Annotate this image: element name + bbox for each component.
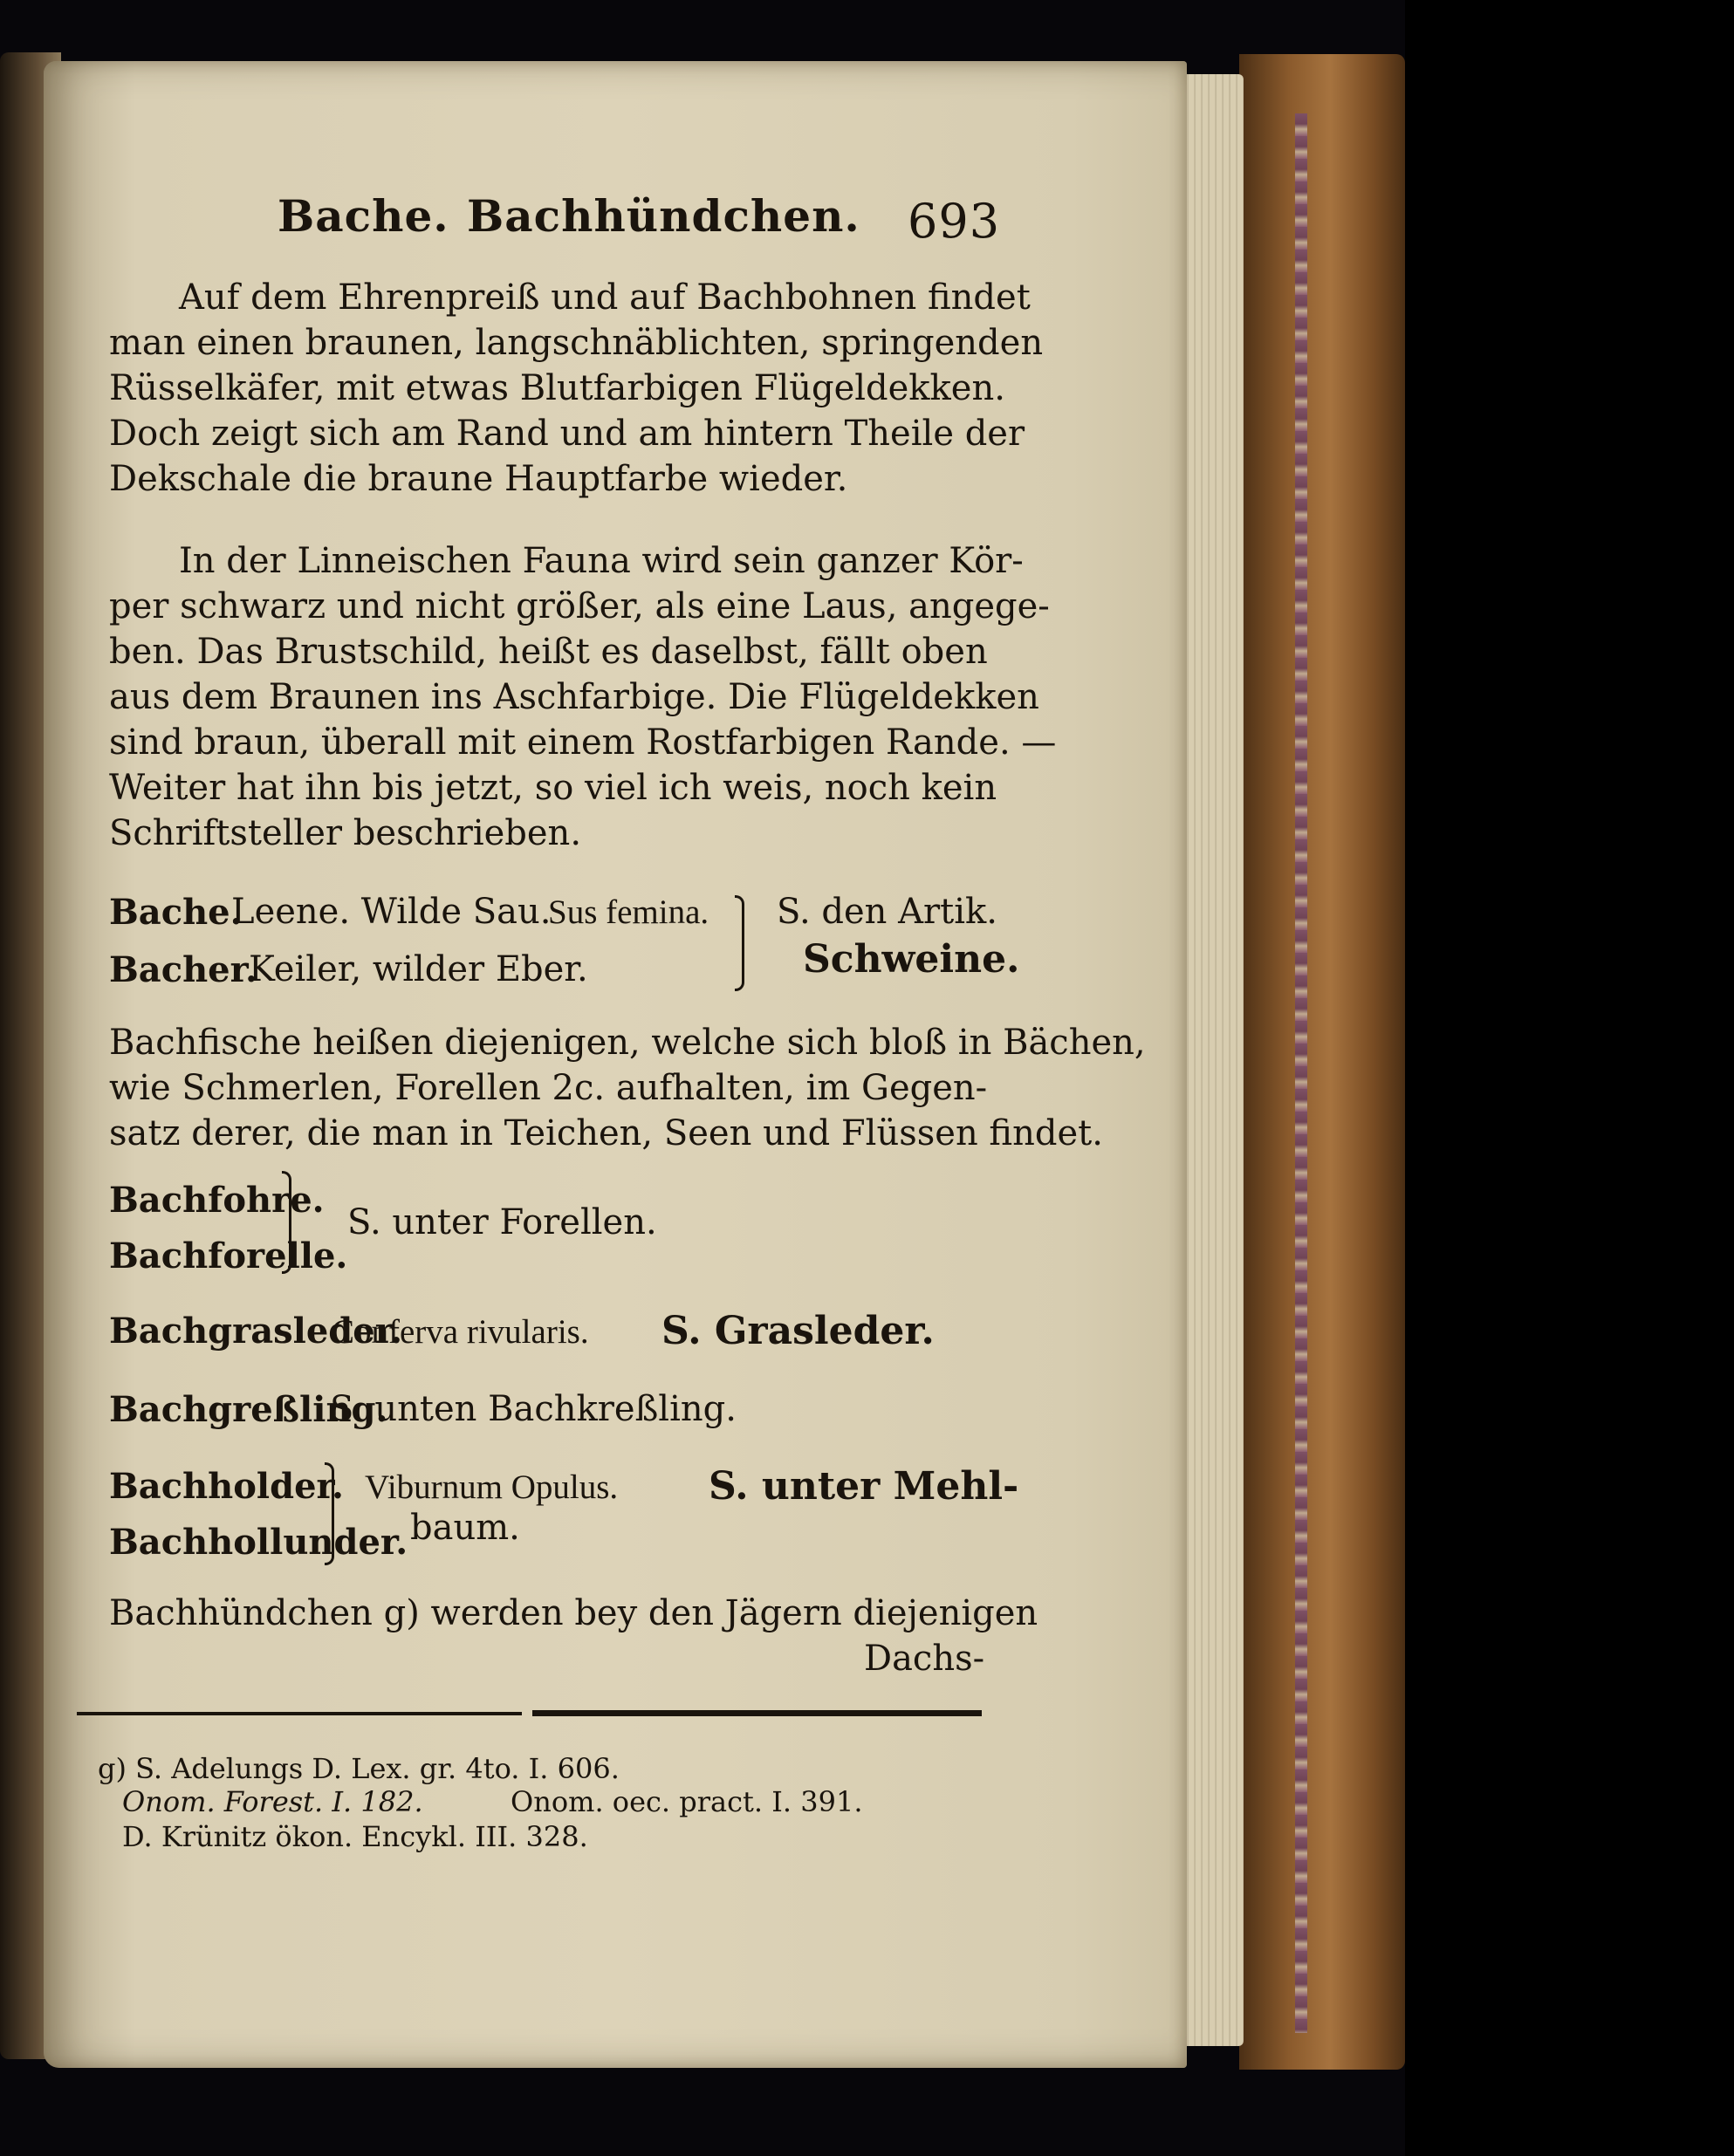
entry-bachholder-head: Bachholder. [109,1466,344,1507]
entry-bachgrasleder-head: Bachgrasleder. [109,1311,403,1352]
running-head-left: Bache. [278,190,449,242]
entry-bachhollunder-head: Bachhollunder. [109,1522,408,1563]
entry-bachgreßling-ref: S. unten Bachkreßling. [330,1389,737,1429]
entry-bachgreßling-head: Bachgreßling. [109,1389,388,1430]
brace-bachfohre [282,1171,291,1274]
p1-line-4: Doch zeigt sich am Rand und am hintern Theile der [109,414,1025,454]
entry-bache-ref-2: Schweine. [803,937,1020,982]
p1-line-2: man einen braunen, langschnäblichten, springenden [109,323,1044,363]
entry-bachhundchen-line-1: Bachhündchen g) werden bey den Jägern diejenigen [109,1593,1038,1633]
entry-bachfische-line-3: satz derer, die man in Teichen, Seen und Flüssen findet. [109,1113,1103,1153]
footnote-line-1: g) S. Adelungs D. Lex. gr. 4to. I. 606. [98,1752,620,1785]
p1-line-1: Auf dem Ehrenpreiß und auf Bachbohnen findet [179,277,1031,318]
p2-line-6: Weiter hat ihn bis jetzt, so viel ich weis, noch kein [109,768,997,808]
p2-line-2: per schwarz und nicht größer, als eine Laus, angege- [109,586,1050,626]
entry-bache-ref-1: S. den Artik. [777,892,997,932]
brace-bachholder [325,1462,334,1565]
brace-bache [735,895,744,991]
p2-line-7: Schriftsteller beschrieben. [109,813,582,853]
entry-bachfische-line-1: Bachfische heißen diejenigen, welche sich bloß in Bächen, [109,1023,1146,1063]
p1-line-3: Rüsselkäfer, mit etwas Blutfarbigen Flügeldekken. [109,368,1005,408]
entry-bachfohre-ref: S. unter Forellen. [347,1202,657,1242]
p2-line-3: ben. Das Brustschild, heißt es daselbst, fällt oben [109,632,988,672]
page-stack [1182,74,1244,2046]
marbled-edge [1295,113,1307,2033]
entry-bachholder-ref-2: baum. [410,1508,520,1548]
p2-line-5: sind braun, überall mit einem Rostfarbigen Rande. — [109,722,1057,763]
scan-background [1405,0,1734,2156]
entry-bache-text: Leene. Wilde Sau. [231,892,552,932]
p2-line-4: aus dem Braunen ins Aschfarbige. Die Flügeldekken [109,677,1039,717]
footnote-rule-left [77,1712,522,1715]
p2-line-1: In der Linneischen Fauna wird sein ganzer Kör- [179,541,1024,581]
entry-bacher-text: Keiler, wilder Eber. [249,949,588,989]
running-head-middle: Bachhündchen. [467,190,860,242]
page-number: 693 [908,194,1001,249]
entry-bachholder-latin: Viburnum Opulus. [365,1468,619,1506]
footnote-line-2a: Onom. Forest. I. 182. [122,1785,423,1818]
entry-bache-head: Bache. [109,892,243,933]
p1-line-5: Dekschale die braune Hauptfarbe wieder. [109,459,848,499]
entry-bachforelle-head: Bachforelle. [109,1235,348,1276]
footnote-line-3: D. Krünitz ökon. Encykl. III. 328. [122,1820,588,1853]
entry-bachfische-line-2: wie Schmerlen, Forellen 2c. aufhalten, im Gegen- [109,1068,988,1108]
entry-bachholder-ref-1: S. unter Mehl- [709,1464,1019,1509]
entry-bachgrasleder-ref: S. Grasleder. [661,1309,935,1353]
book-cover [1239,54,1405,2070]
footnote-rule-right [532,1710,982,1716]
entry-bachfohre-head: Bachfohre. [109,1180,325,1221]
catchword: Dachs- [864,1639,985,1679]
entry-bacher-head: Bacher. [109,949,257,990]
entry-bachgrasleder-latin: Conferva rivularis. [332,1313,589,1351]
entry-bache-latin: Sus femina. [548,893,709,931]
footnote-line-2b: Onom. oec. pract. I. 391. [511,1785,863,1818]
